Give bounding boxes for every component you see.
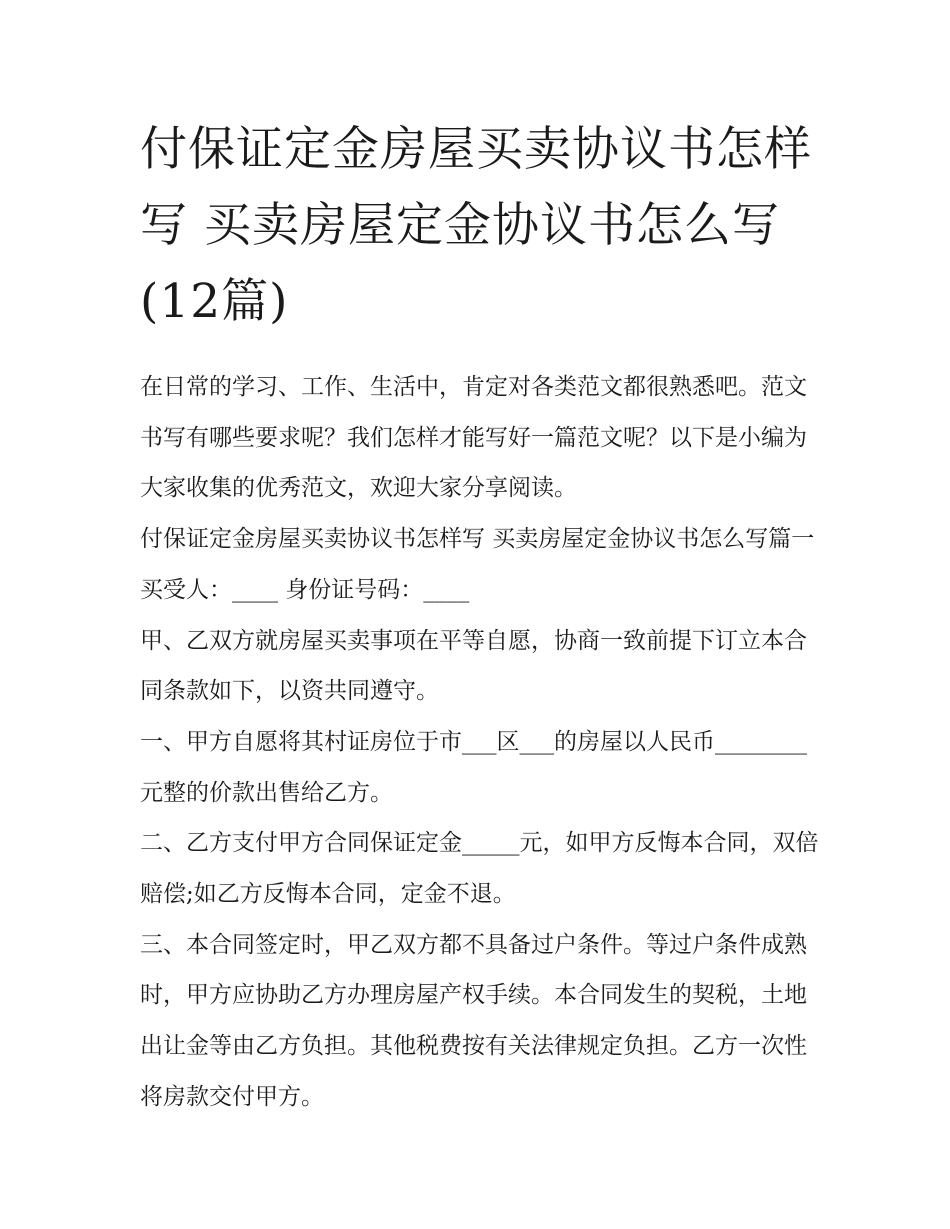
document-page xyxy=(140,112,820,1123)
section-heading-paragraph: 付保证定金房屋买卖协议书怎样写 买卖房屋定金协议书怎么写篇一 买受人：____ 身份证号码：____ xyxy=(140,526,815,603)
clause-2-paragraph: 二、乙方支付甲方合同保证定金_____元，如甲方反悔本合同，双倍赔偿;如乙方反悔本合同，定金不退。 xyxy=(140,830,819,908)
document-title: 付保证定金房屋买卖协议书怎样写 买卖房屋定金协议书怎么写(12篇) xyxy=(140,122,812,329)
agreement-preamble-paragraph: 甲、乙双方就房屋买卖事项在平等自愿，协商一致前提下订立本合同条款如下，以资共同遵守。 xyxy=(140,627,807,705)
intro-paragraph: 在日常的学习、工作、生活中，肯定对各类范文都很熟悉吧。范文书写有哪些要求呢？我们怎样才能写好一篇范文呢？以下是小编为大家收集的优秀范文，欢迎大家分享阅读。 xyxy=(140,374,807,502)
clause-1-paragraph: 一、甲方自愿将其村证房位于市___区___的房屋以人民币________元整的价款出售给乙方。 xyxy=(140,728,807,806)
clause-3-paragraph: 三、本合同签定时，甲乙双方都不具备过户条件。等过户条件成熟时，甲方应协助乙方办理房屋产权手续。本合同发生的契税，土地出让金等由乙方负担。其他税费按有关法律规定负担。乙方一次性将房款交付甲方。 xyxy=(140,931,807,1110)
